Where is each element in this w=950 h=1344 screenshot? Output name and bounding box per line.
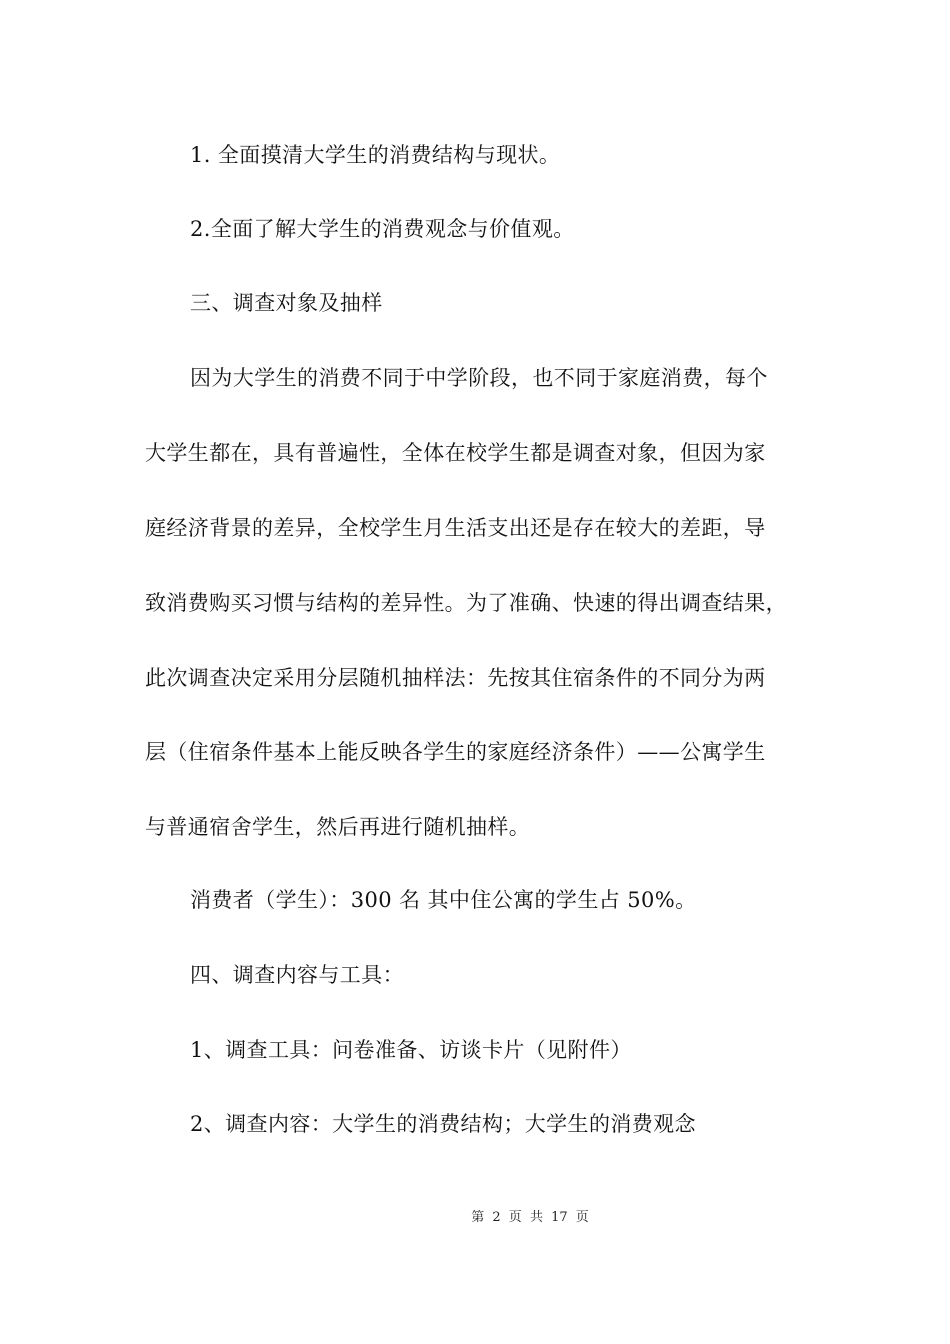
section-heading-4: 四、调查内容与工具： bbox=[190, 963, 404, 987]
footer-page-word: 页 bbox=[508, 1210, 522, 1225]
paragraph-line: 大学生都在，具有普遍性，全体在校学生都是调查对象，但因为家 bbox=[145, 441, 766, 465]
goal-item-1: 1. 全面摸清大学生的消费结构与现状。 bbox=[190, 143, 561, 167]
paragraph-line: 与普通宿舍学生，然后再进行随机抽样。 bbox=[145, 815, 531, 839]
current-page-number: 2 bbox=[492, 1210, 501, 1225]
footer-prefix: 第 bbox=[471, 1210, 485, 1225]
goal-item-2: 2.全面了解大学生的消费观念与价值观。 bbox=[190, 217, 575, 241]
section-heading-3: 三、调查对象及抽样 bbox=[190, 291, 383, 315]
paragraph-line: 此次调查决定采用分层随机抽样法：先按其住宿条件的不同分为两 bbox=[145, 666, 766, 690]
page-footer bbox=[0, 1209, 950, 1227]
paragraph-line: 层（住宿条件基本上能反映各学生的家庭经济条件）——公寓学生 bbox=[145, 740, 766, 764]
paragraph-line: 庭经济背景的差异，全校学生月生活支出还是存在较大的差距，导 bbox=[145, 516, 766, 540]
footer-suffix: 页 bbox=[575, 1210, 589, 1225]
paragraph-line: 致消费购买习惯与结构的差异性。为了准确、快速的得出调查结果， bbox=[145, 591, 787, 615]
survey-content-line: 2、调查内容：大学生的消费结构；大学生的消费观念 bbox=[190, 1112, 696, 1136]
footer-total-word: 共 bbox=[529, 1210, 543, 1225]
survey-tools-line: 1、调查工具：问卷准备、访谈卡片（见附件） bbox=[190, 1038, 632, 1062]
sample-size-line: 消费者（学生）：300 名 其中住公寓的学生占 50%。 bbox=[190, 888, 697, 912]
paragraph-line: 因为大学生的消费不同于中学阶段，也不同于家庭消费，每个 bbox=[190, 366, 768, 390]
total-page-count: 17 bbox=[551, 1210, 568, 1225]
